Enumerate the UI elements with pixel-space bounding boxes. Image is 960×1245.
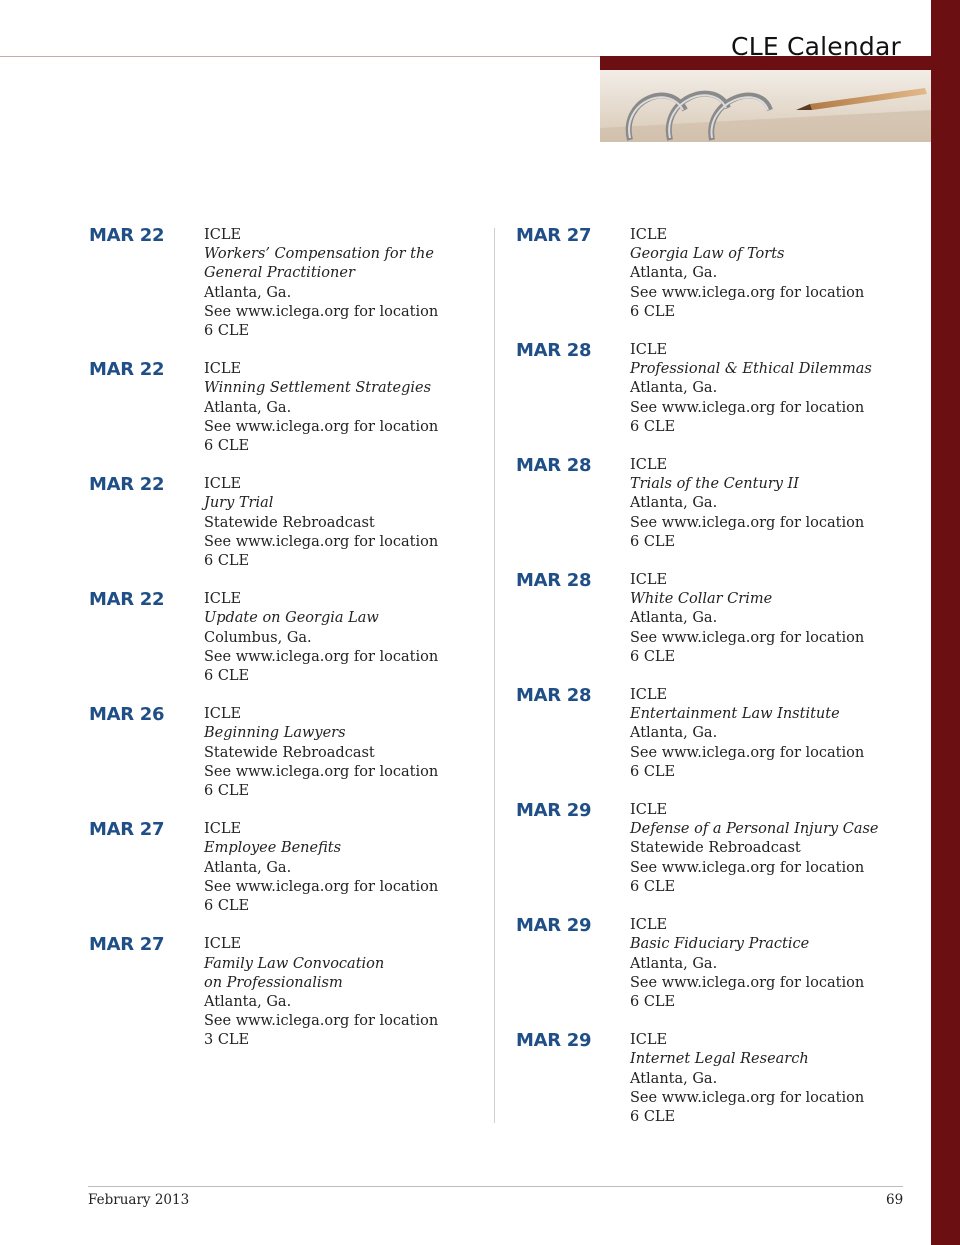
calendar-entry bbox=[516, 226, 879, 322]
entry-date: MAR 28 bbox=[516, 570, 592, 592]
entry-line: 6 CLE bbox=[204, 783, 250, 800]
entry-date: MAR 22 bbox=[89, 474, 165, 496]
calendar-entry bbox=[89, 360, 438, 456]
entry-line: Atlanta, Ga. bbox=[630, 380, 718, 397]
entry-line: Atlanta, Ga. bbox=[630, 1070, 718, 1087]
entry-line: Columbus, Ga. bbox=[204, 629, 312, 646]
entry-date: MAR 29 bbox=[516, 1030, 592, 1052]
entry-line: See www.iclega.org for location bbox=[630, 1089, 865, 1106]
calendar-entry bbox=[516, 341, 879, 437]
entry-line: 6 CLE bbox=[204, 668, 250, 685]
course-title: Winning Settlement Strategies bbox=[204, 380, 432, 397]
entry-line: ICLE bbox=[204, 936, 242, 953]
entry-line: 6 CLE bbox=[204, 898, 250, 915]
calendar-entry bbox=[89, 935, 438, 1050]
course-title: Professional & Ethical Dilemmas bbox=[630, 361, 872, 378]
entry-line: See www.iclega.org for location bbox=[204, 303, 439, 320]
entry-line: 6 CLE bbox=[630, 763, 676, 780]
entry-details bbox=[204, 820, 438, 916]
entry-details bbox=[630, 226, 879, 322]
calendar-entry bbox=[89, 475, 438, 571]
entry-line: ICLE bbox=[630, 687, 668, 704]
entry-date: MAR 28 bbox=[516, 685, 592, 707]
entry-line: Atlanta, Ga. bbox=[630, 610, 718, 627]
entry-details bbox=[630, 456, 879, 552]
footer-rule bbox=[88, 1186, 903, 1187]
course-title: Entertainment Law Institute bbox=[630, 706, 840, 723]
header-rule bbox=[0, 56, 600, 57]
entry-details bbox=[204, 226, 438, 341]
entry-line: ICLE bbox=[204, 361, 242, 378]
calendar-entry bbox=[516, 456, 879, 552]
entry-line: Statewide Rebroadcast bbox=[204, 514, 375, 531]
course-title: Defense of a Personal Injury Case bbox=[630, 821, 879, 838]
entry-line: 6 CLE bbox=[630, 1108, 676, 1125]
entry-date: MAR 27 bbox=[516, 225, 592, 246]
entry-line: Atlanta, Ga. bbox=[204, 859, 292, 876]
entry-date: MAR 22 bbox=[89, 359, 165, 381]
calendar-entry bbox=[89, 705, 438, 801]
page-title: CLE Calendar bbox=[731, 32, 901, 61]
entry-line: ICLE bbox=[630, 802, 668, 819]
entry-details bbox=[204, 360, 438, 456]
column-divider bbox=[494, 228, 495, 1123]
entry-line: Atlanta, Ga. bbox=[630, 495, 718, 512]
entry-line: ICLE bbox=[630, 342, 668, 359]
entry-line: Atlanta, Ga. bbox=[630, 725, 718, 742]
entry-line: Atlanta, Ga. bbox=[204, 993, 292, 1010]
entry-line: 6 CLE bbox=[630, 648, 676, 665]
entry-date: MAR 28 bbox=[516, 455, 592, 477]
entry-line: 6 CLE bbox=[630, 993, 676, 1010]
entry-line: ICLE bbox=[204, 591, 242, 608]
entry-details bbox=[630, 916, 879, 1012]
left-calendar-column bbox=[89, 226, 438, 1051]
entry-date: MAR 22 bbox=[89, 225, 165, 246]
entry-line: ICLE bbox=[630, 1032, 668, 1049]
entry-date: MAR 27 bbox=[89, 819, 165, 841]
entry-line: 6 CLE bbox=[630, 303, 676, 320]
calendar-entry bbox=[89, 590, 438, 686]
entry-line: See www.iclega.org for location bbox=[204, 648, 439, 665]
footer-page-number: 69 bbox=[886, 1192, 904, 1208]
entry-line: See www.iclega.org for location bbox=[204, 1013, 439, 1030]
course-title: Beginning Lawyers bbox=[204, 725, 346, 742]
entry-line: 6 CLE bbox=[630, 878, 676, 895]
entry-line: See www.iclega.org for location bbox=[630, 859, 865, 876]
calendar-entry bbox=[89, 820, 438, 916]
entry-date: MAR 29 bbox=[516, 915, 592, 937]
entry-line: ICLE bbox=[204, 821, 242, 838]
entry-line: Atlanta, Ga. bbox=[204, 399, 292, 416]
entry-details bbox=[630, 341, 879, 437]
entry-line: See www.iclega.org for location bbox=[630, 399, 865, 416]
course-title: on Professionalism bbox=[204, 974, 343, 991]
entry-details bbox=[630, 571, 879, 667]
entry-line: See www.iclega.org for location bbox=[630, 514, 865, 531]
entry-line: 6 CLE bbox=[204, 323, 250, 340]
course-title: Internet Legal Research bbox=[630, 1051, 809, 1068]
entry-line: See www.iclega.org for location bbox=[204, 763, 439, 780]
entry-date: MAR 27 bbox=[89, 934, 165, 956]
footer-issue-date: February 2013 bbox=[88, 1192, 190, 1208]
entry-line: Atlanta, Ga. bbox=[630, 265, 718, 282]
entry-line: Atlanta, Ga. bbox=[204, 284, 292, 301]
course-title: Trials of the Century II bbox=[630, 476, 800, 493]
entry-date: MAR 29 bbox=[516, 800, 592, 822]
entry-details bbox=[630, 1031, 879, 1127]
calendar-entry bbox=[516, 686, 879, 782]
course-title: Georgia Law of Torts bbox=[630, 246, 785, 263]
course-title: Workers’ Compensation for the bbox=[204, 246, 434, 263]
entry-date: MAR 22 bbox=[89, 589, 165, 611]
entry-line: See www.iclega.org for location bbox=[204, 533, 439, 550]
entry-line: ICLE bbox=[204, 476, 242, 493]
entry-details bbox=[204, 705, 438, 801]
entry-line: See www.iclega.org for location bbox=[630, 744, 865, 761]
entry-details bbox=[204, 475, 438, 571]
right-calendar-column bbox=[516, 226, 879, 1127]
entry-line: ICLE bbox=[204, 227, 242, 243]
entry-line: See www.iclega.org for location bbox=[630, 974, 865, 991]
entry-details bbox=[204, 590, 438, 686]
entry-details bbox=[630, 801, 879, 897]
entry-line: 6 CLE bbox=[630, 533, 676, 550]
course-title: Update on Georgia Law bbox=[204, 610, 379, 627]
entry-line: Atlanta, Ga. bbox=[630, 955, 718, 972]
entry-line: ICLE bbox=[630, 572, 668, 589]
calendar-entry bbox=[89, 226, 438, 341]
entry-line: See www.iclega.org for location bbox=[630, 284, 865, 301]
entry-line: Statewide Rebroadcast bbox=[630, 840, 801, 857]
entry-line: See www.iclega.org for location bbox=[204, 418, 439, 435]
entry-line: 6 CLE bbox=[204, 438, 250, 455]
entry-line: 3 CLE bbox=[204, 1032, 250, 1049]
entry-line: 6 CLE bbox=[204, 553, 250, 570]
entry-details bbox=[630, 686, 879, 782]
entry-line: ICLE bbox=[630, 457, 668, 474]
course-title: Jury Trial bbox=[204, 495, 274, 512]
entry-line: ICLE bbox=[630, 227, 668, 243]
course-title: General Practitioner bbox=[204, 265, 355, 282]
calendar-entry bbox=[516, 916, 879, 1012]
course-title: Employee Benefits bbox=[204, 840, 342, 857]
calendar-entry bbox=[516, 801, 879, 897]
entry-line: 6 CLE bbox=[630, 418, 676, 435]
header-photo-binder-rings bbox=[600, 70, 931, 142]
entry-line: ICLE bbox=[630, 917, 668, 934]
entry-line: See www.iclega.org for location bbox=[630, 629, 865, 646]
course-title: Family Law Convocation bbox=[204, 955, 385, 972]
calendar-entry bbox=[516, 1031, 879, 1127]
course-title: Basic Fiduciary Practice bbox=[630, 936, 810, 953]
entry-details bbox=[204, 935, 438, 1050]
course-title: White Collar Crime bbox=[630, 591, 773, 608]
right-accent-bar bbox=[931, 0, 960, 1245]
entry-line: Statewide Rebroadcast bbox=[204, 744, 375, 761]
entry-line: See www.iclega.org for location bbox=[204, 878, 439, 895]
calendar-entry bbox=[516, 571, 879, 667]
entry-line: ICLE bbox=[204, 706, 242, 723]
entry-date: MAR 26 bbox=[89, 704, 165, 726]
entry-date: MAR 28 bbox=[516, 340, 592, 362]
